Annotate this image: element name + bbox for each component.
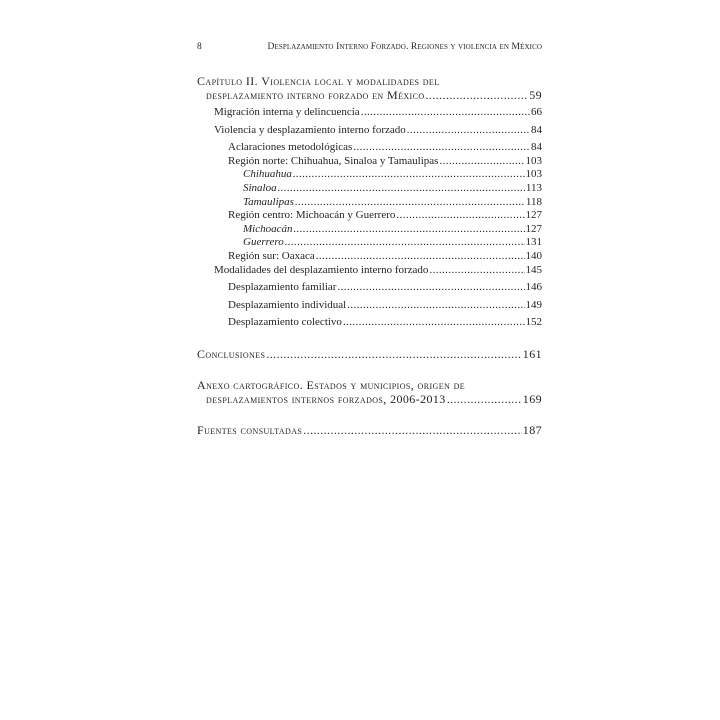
toc-anexo-title-line1: Anexo cartográfico. Estados y municipios, origen de bbox=[197, 377, 466, 392]
dot-leader bbox=[447, 392, 522, 406]
running-head bbox=[197, 42, 542, 52]
dot-leader bbox=[266, 347, 521, 361]
toc-entry bbox=[197, 141, 542, 155]
toc-entry bbox=[197, 223, 542, 237]
toc-page-number: 103 bbox=[525, 154, 542, 167]
toc-page-number: 66 bbox=[531, 106, 542, 118]
toc-page-number: 103 bbox=[525, 168, 542, 181]
toc-anexo-title-line2: desplazamientos internos forzados, 2006-2013 bbox=[206, 391, 446, 406]
dot-leader bbox=[343, 316, 525, 330]
dot-leader bbox=[361, 106, 530, 120]
dot-leader bbox=[426, 88, 529, 102]
dot-leader bbox=[278, 182, 525, 196]
dot-leader bbox=[353, 141, 530, 155]
toc-entry bbox=[197, 196, 542, 210]
toc-entry-label: Tamaulipas bbox=[243, 195, 294, 208]
toc-fuentes-label: Fuentes consultadas bbox=[197, 422, 303, 437]
toc-entry-label: Desplazamiento colectivo bbox=[228, 316, 342, 329]
toc-anexo-line1 bbox=[197, 378, 542, 392]
dot-leader bbox=[429, 264, 524, 278]
toc-entry-label: Guerrero bbox=[243, 236, 284, 249]
toc-chapter-2 bbox=[197, 74, 542, 102]
dot-leader bbox=[347, 299, 524, 313]
dot-leader bbox=[285, 236, 525, 250]
toc-entry bbox=[197, 316, 542, 330]
toc-page-number: 146 bbox=[525, 281, 542, 294]
toc-entry bbox=[197, 182, 542, 196]
toc-page-number: 131 bbox=[525, 236, 542, 249]
toc-conclusiones bbox=[197, 347, 542, 361]
toc-page-number: 187 bbox=[522, 422, 542, 437]
toc-chapter-2-title-line1: Capítulo II. Violencia local y modalidades del bbox=[197, 74, 440, 88]
toc-entry bbox=[197, 264, 542, 278]
toc-entry-label: Modalidades del desplazamiento interno forzado bbox=[214, 263, 429, 276]
toc-chapter-2-title-line2: desplazamiento interno forzado en México bbox=[206, 88, 425, 102]
toc-entry-label: Región centro: Michoacán y Guerrero bbox=[228, 209, 396, 222]
toc-entry-label: Violencia y desplazamiento interno forzado bbox=[214, 123, 406, 136]
toc-page-number: 140 bbox=[525, 249, 542, 262]
toc-anexo bbox=[197, 378, 542, 406]
toc-entry bbox=[197, 155, 542, 169]
toc-entry bbox=[197, 250, 542, 264]
toc-entry bbox=[197, 281, 542, 295]
toc-page-number: 152 bbox=[525, 316, 542, 329]
toc-entry-label: Región sur: Oaxaca bbox=[228, 249, 315, 262]
toc-entry-label: Michoacán bbox=[243, 222, 293, 235]
toc-entry bbox=[197, 236, 542, 250]
toc-page-number: 127 bbox=[525, 209, 542, 222]
dot-leader bbox=[293, 223, 524, 237]
toc-chapter-2-line2 bbox=[197, 88, 542, 102]
toc-page-number: 113 bbox=[525, 181, 542, 194]
toc-entry-label: Chihuahua bbox=[243, 168, 292, 181]
dot-leader bbox=[316, 250, 525, 264]
toc-page-number: 84 bbox=[531, 123, 542, 136]
dot-leader bbox=[439, 155, 524, 169]
toc-entry bbox=[197, 299, 542, 313]
dot-leader bbox=[396, 209, 524, 223]
toc-fuentes bbox=[197, 423, 542, 437]
toc-entry-label: Región norte: Chihuahua, Sinaloa y Tamaulipas bbox=[228, 154, 439, 167]
toc-page-number: 59 bbox=[529, 88, 542, 102]
toc-page-number: 84 bbox=[531, 141, 542, 154]
dot-leader bbox=[303, 423, 522, 437]
toc-chapter-2-line1 bbox=[197, 74, 542, 88]
page-number: 8 bbox=[197, 42, 202, 52]
toc-page-number: 118 bbox=[525, 195, 542, 208]
toc-entry-label: Sinaloa bbox=[243, 181, 277, 194]
toc-entry bbox=[197, 106, 542, 120]
toc-page-number: 145 bbox=[525, 263, 542, 276]
toc-entry-label: Migración interna y delincuencia bbox=[214, 106, 360, 118]
toc-page-number: 169 bbox=[522, 391, 542, 406]
toc-entry-label: Desplazamiento individual bbox=[228, 298, 347, 311]
dot-leader bbox=[407, 124, 530, 138]
toc-entry bbox=[197, 209, 542, 223]
toc-page-number: 149 bbox=[525, 298, 542, 311]
toc-entry-label: Desplazamiento familiar bbox=[228, 281, 337, 294]
dot-leader bbox=[337, 281, 524, 295]
toc-entry bbox=[197, 168, 542, 182]
toc-entry bbox=[197, 124, 542, 138]
toc-conclusiones-label: Conclusiones bbox=[197, 346, 266, 361]
table-of-contents bbox=[197, 74, 542, 437]
toc-entry-label: Aclaraciones metodológicas bbox=[228, 141, 353, 154]
toc-page-number: 127 bbox=[525, 222, 542, 235]
toc-anexo-line2 bbox=[197, 392, 542, 406]
dot-leader bbox=[295, 196, 525, 210]
toc-page-number: 161 bbox=[522, 346, 542, 361]
dot-leader bbox=[293, 168, 525, 182]
running-title: Desplazamiento Interno Forzado. Regiones y violencia en México bbox=[267, 42, 542, 52]
